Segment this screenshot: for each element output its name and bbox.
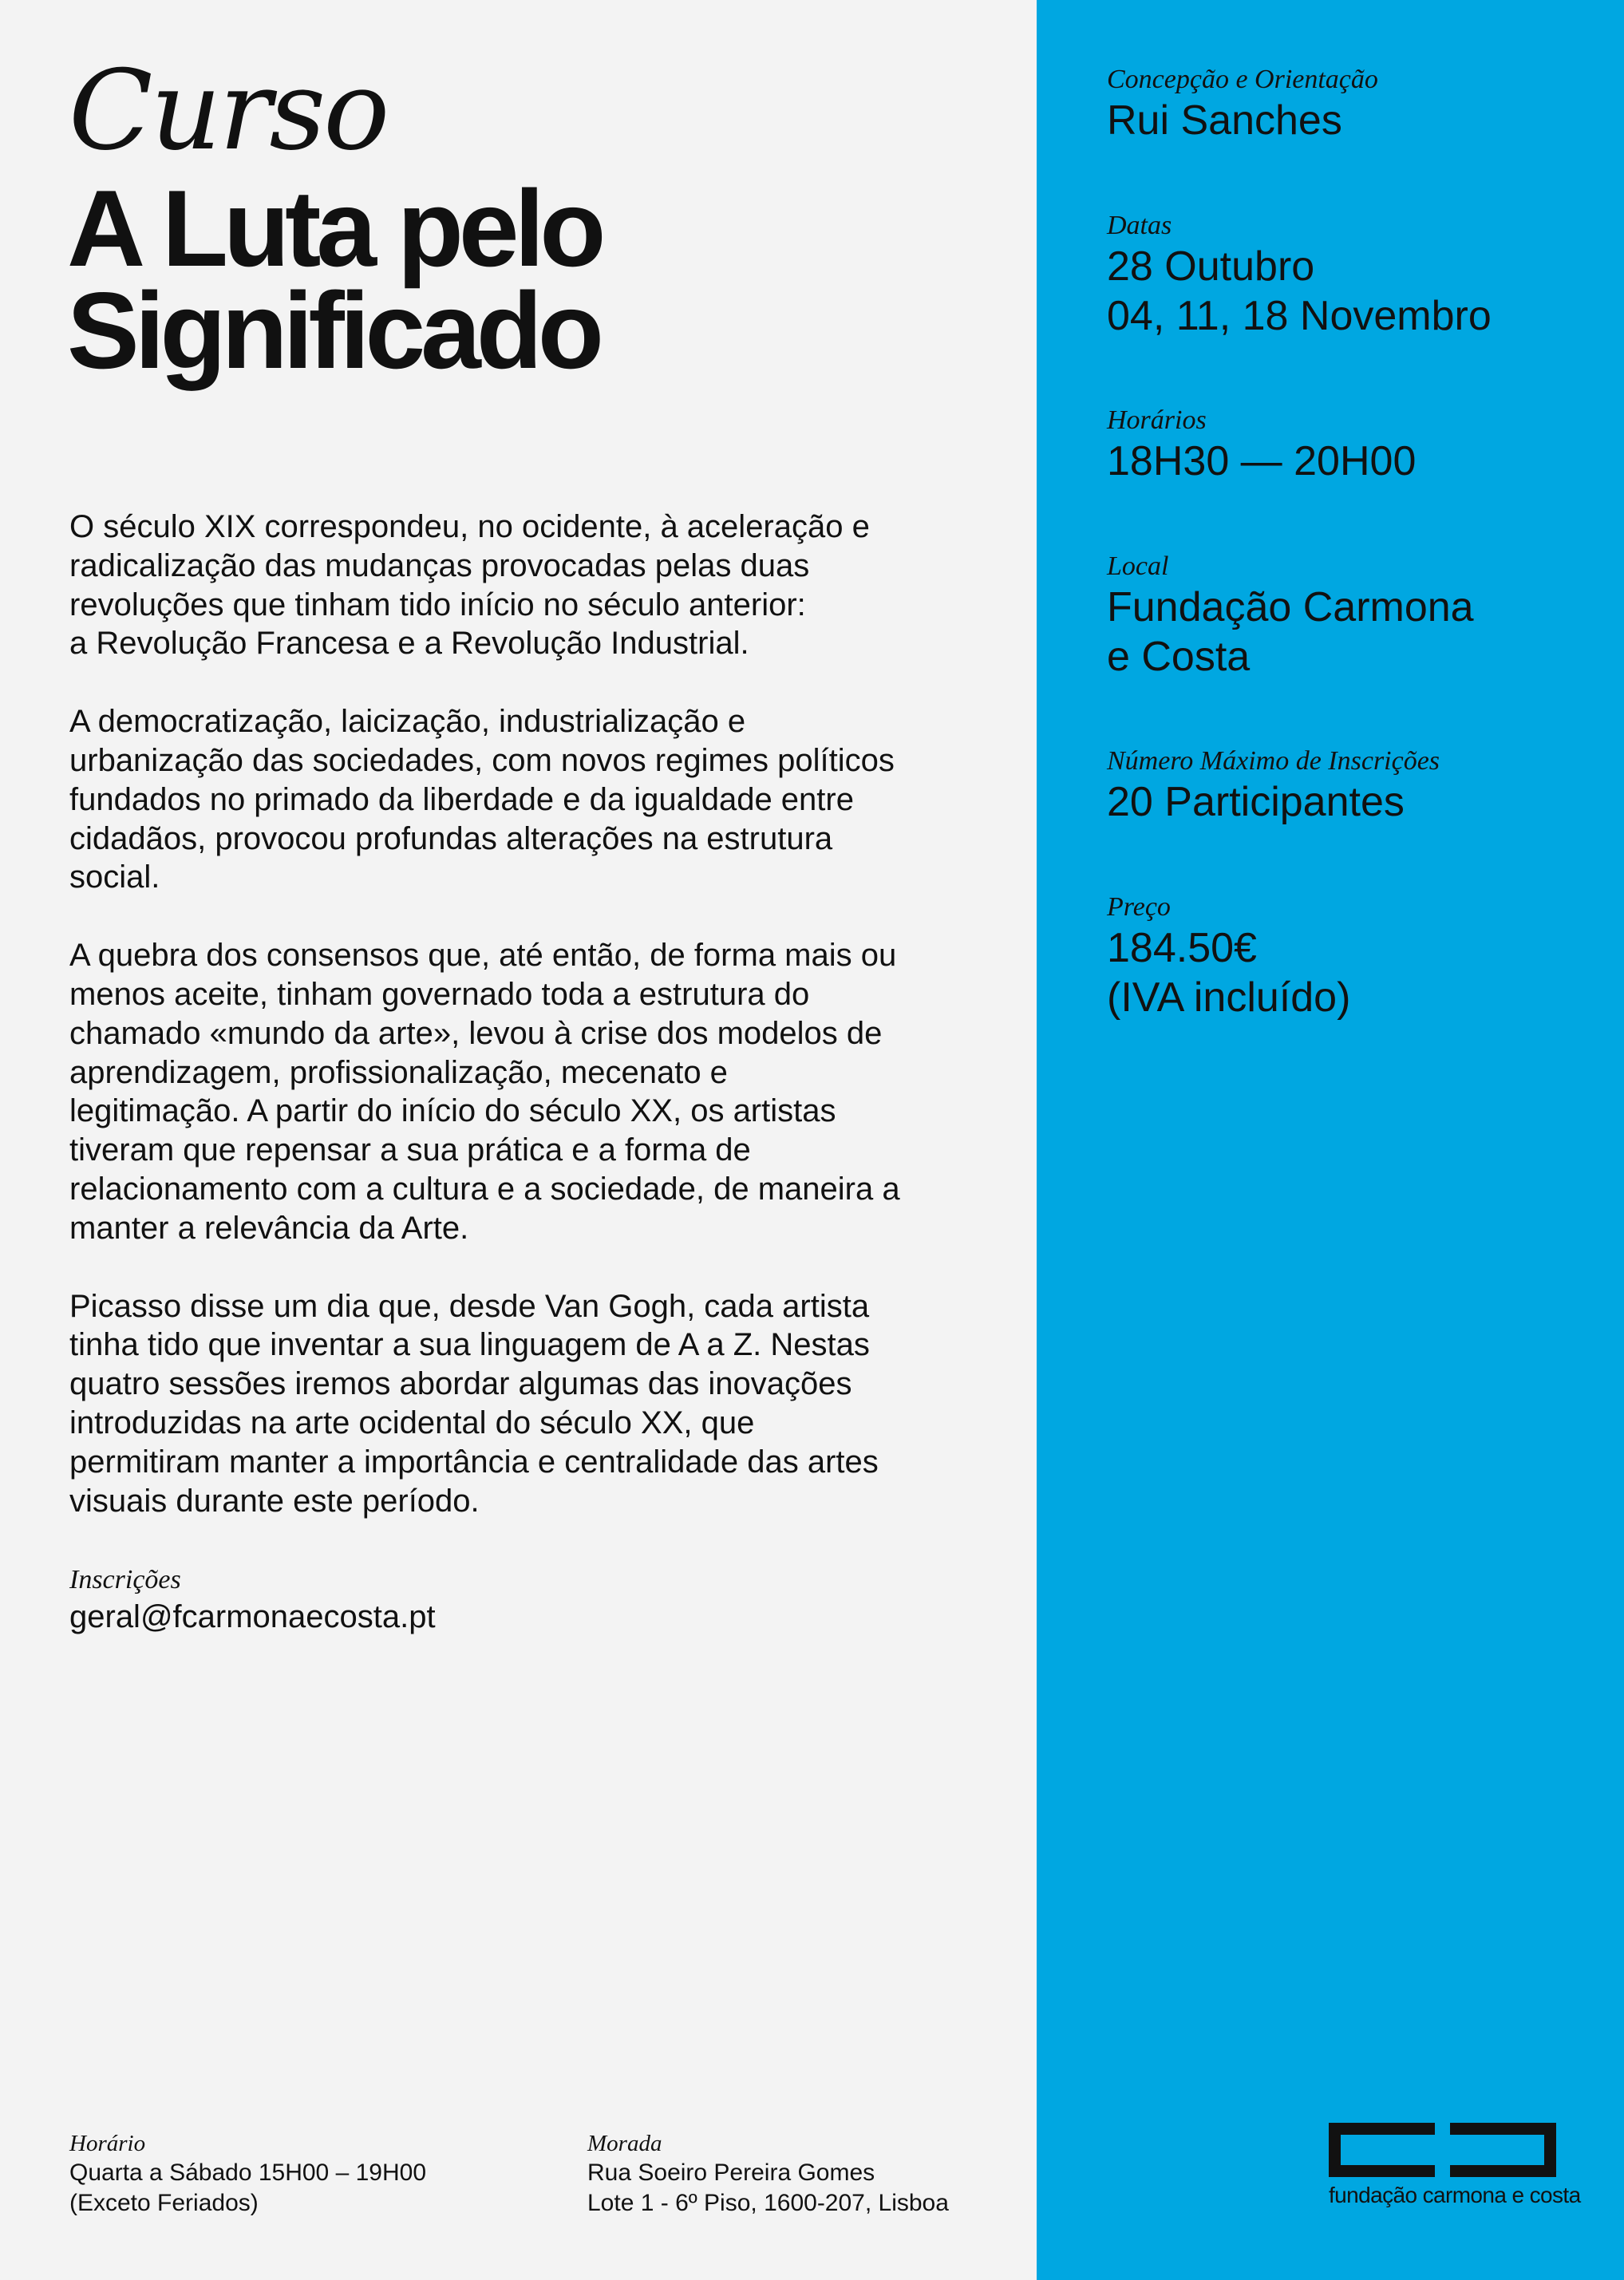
course-kicker: Curso xyxy=(69,46,388,175)
description-line: legitimação. A partir do início do século XX, os artistas xyxy=(69,1093,836,1129)
description-paragraph xyxy=(69,508,979,663)
title-line: A Luta pelo xyxy=(67,168,602,289)
registration-email-link[interactable]: geral@fcarmonaecosta.pt xyxy=(69,1599,436,1634)
info-label: Local xyxy=(1107,551,1169,581)
description-line: urbanização das sociedades, com novos regimes políticos xyxy=(69,742,895,778)
info-value xyxy=(1107,242,1492,341)
description-line: social. xyxy=(69,859,160,895)
info-value xyxy=(1107,437,1416,486)
footer-label: Horário xyxy=(69,2131,146,2156)
registration-block xyxy=(69,1564,436,1638)
info-value-line: (IVA incluído) xyxy=(1107,974,1351,1021)
info-value-line: 184.50€ xyxy=(1107,925,1257,971)
description-line: O século XIX correspondeu, no ocidente, à aceleração e xyxy=(69,509,870,544)
info-value-line: 28 Outubro xyxy=(1107,243,1315,290)
info-value-line: Fundação Carmona xyxy=(1107,584,1474,630)
info-local xyxy=(1107,551,1474,682)
foundation-logo-text: fundação carmona e costa xyxy=(1329,2183,1581,2207)
info-label: Datas xyxy=(1107,211,1172,240)
description-line: tinha tido que inventar a sua linguagem de A a Z. Nestas xyxy=(69,1327,870,1363)
description-line: chamado «mundo da arte», levou à crise dos modelos de xyxy=(69,1015,883,1051)
info-panel xyxy=(1037,0,1624,2280)
description-paragraph xyxy=(69,1287,979,1521)
info-value xyxy=(1107,583,1474,682)
info-datas xyxy=(1107,210,1492,341)
description-line: permitiram manter a importância e centralidade das artes xyxy=(69,1444,879,1480)
info-label: Número Máximo de Inscrições xyxy=(1107,746,1440,776)
description-line: introduzidas na arte ocidental do século XX, que xyxy=(69,1405,755,1440)
description-line: A quebra dos consensos que, até então, de forma mais ou xyxy=(69,938,897,974)
info-value-line: Rui Sanches xyxy=(1107,97,1342,144)
description-line: revoluções que tinham tido início no século anterior: xyxy=(69,587,806,622)
info-value-line: 18H30 — 20H00 xyxy=(1107,438,1417,484)
footer-value-line: (Exceto Feriados) xyxy=(69,2190,259,2216)
course-description xyxy=(69,508,979,1559)
footer-value xyxy=(69,2158,426,2219)
description-paragraph xyxy=(69,936,979,1247)
description-line: tiveram que repensar a sua prática e a forma de xyxy=(69,1132,751,1168)
footer-value-line: Quarta a Sábado 15H00 – 19H00 xyxy=(69,2159,426,2186)
footer-value-line: Lote 1 - 6º Piso, 1600-207, Lisboa xyxy=(587,2190,949,2216)
description-paragraph xyxy=(69,702,979,897)
info-label: Preço xyxy=(1107,892,1171,922)
description-line: A democratização, laicização, industrialização e xyxy=(69,704,746,740)
description-line: Picasso disse um dia que, desde Van Gogh, cada artista xyxy=(69,1288,870,1324)
info-value-line: 04, 11, 18 Novembro xyxy=(1107,293,1492,339)
info-label: Concepção e Orientação xyxy=(1107,65,1378,94)
info-horarios xyxy=(1107,405,1416,486)
foundation-logo-icon xyxy=(1329,2123,1556,2177)
description-line: relacionamento com a cultura e a sociedade, de maneira a xyxy=(69,1171,900,1207)
footer-value xyxy=(587,2158,949,2219)
description-line: aprendizagem, profissionalização, mecenato e xyxy=(69,1054,728,1090)
description-line: fundados no primado da liberdade e da igualdade entre xyxy=(69,781,854,817)
description-line: quatro sessões iremos abordar algumas das inovações xyxy=(69,1366,852,1402)
description-line: manter a relevância da Arte. xyxy=(69,1210,469,1246)
info-preco xyxy=(1107,891,1350,1022)
description-line: menos aceite, tinham governado toda a estrutura do xyxy=(69,976,810,1012)
info-value xyxy=(1107,777,1440,827)
description-line: radicalização das mudanças provocadas pelas duas xyxy=(69,547,810,583)
footer-value-line: Rua Soeiro Pereira Gomes xyxy=(587,2159,875,2186)
description-line: visuais durante este período. xyxy=(69,1483,480,1519)
info-value-line: e Costa xyxy=(1107,634,1251,680)
info-label: Horários xyxy=(1107,405,1207,435)
footer-label: Morada xyxy=(587,2131,662,2156)
description-line: a Revolução Francesa e a Revolução Industrial. xyxy=(69,626,749,662)
info-value xyxy=(1107,923,1350,1022)
title-line: Significado xyxy=(67,270,599,391)
registration-label: Inscrições xyxy=(69,1565,181,1594)
info-value xyxy=(1107,96,1378,145)
info-concepcao xyxy=(1107,64,1378,145)
foundation-logo xyxy=(1329,2123,1581,2209)
description-line: cidadãos, provocou profundas alterações na estrutura xyxy=(69,820,833,856)
course-title xyxy=(67,168,985,391)
info-max-participants xyxy=(1107,745,1440,827)
footer-horario xyxy=(69,2129,426,2219)
info-value-line: 20 Participantes xyxy=(1107,779,1405,825)
footer-morada xyxy=(587,2129,949,2219)
